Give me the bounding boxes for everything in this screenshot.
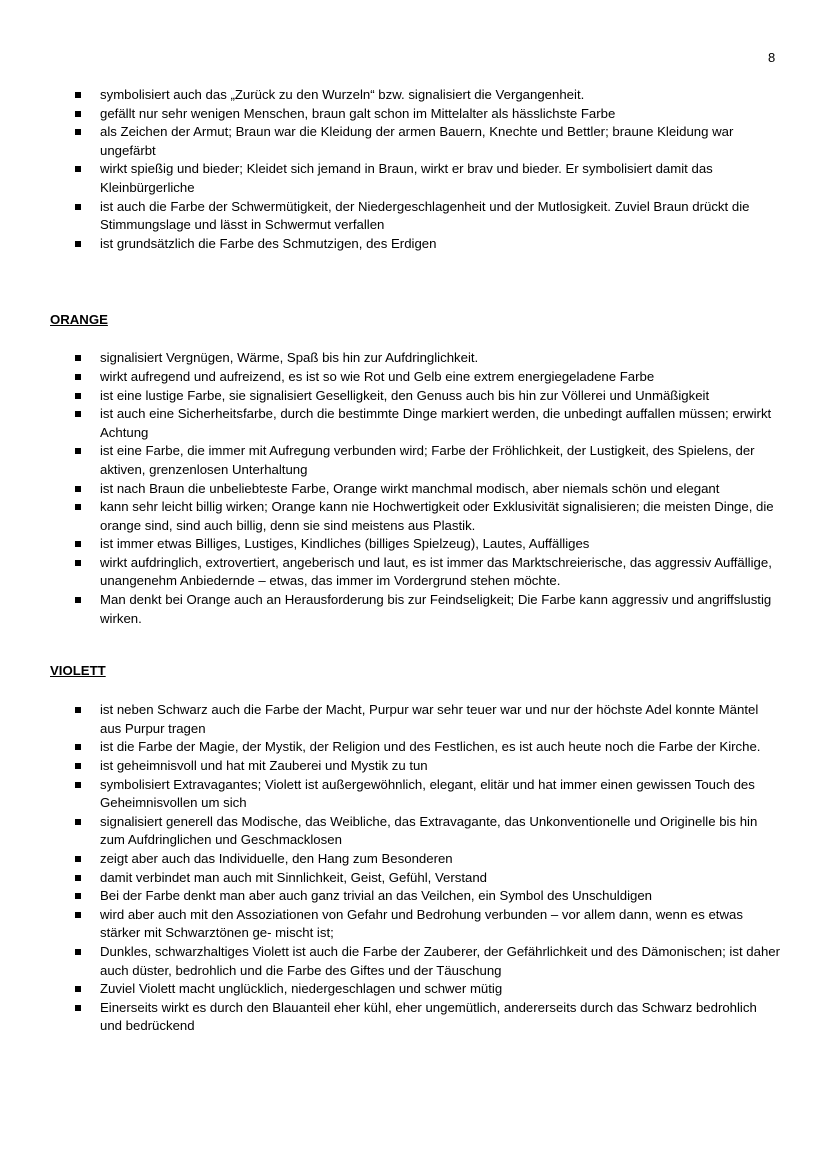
bullet-text: ist eine Farbe, die immer mit Aufregung verbunden wird; Farbe der Fröhlichkeit, der Lustigkeit, des Spielens, der aktiven, grenzenlosen Unterhaltung: [100, 443, 755, 477]
bullet-text: Dunkles, schwarzhaltiges Violett ist auch die Farbe der Zauberer, der Gefährlichkeit und des Dämonischen; ist daher auch düster, bedrohlich und die Farbe des Giftes und der Täuschung: [100, 943, 780, 978]
bullet-item: [0, 535, 828, 554]
square-bullet-icon: [75, 856, 81, 862]
document-body: [0, 86, 828, 1036]
section-heading-orange: ORANGE: [50, 312, 108, 328]
bullet-item: [0, 349, 828, 368]
bullet-text: wirkt aufregend und aufreizend, es ist so wie Rot und Gelb eine extrem energiegeladene Farbe: [100, 368, 655, 384]
square-bullet-icon: [75, 912, 81, 918]
bullet-text: als Zeichen der Armut; Braun war die Kleidung der armen Bauern, Knechte und Bettler; braune Kleidung war ungefärbt: [100, 124, 734, 158]
bullet-item: [0, 498, 828, 535]
bullet-item: [0, 776, 828, 813]
bullet-text: signalisiert Vergnügen, Wärme, Spaß bis hin zur Aufdringlichkeit.: [100, 350, 479, 366]
bullet-item: [0, 480, 828, 499]
section-heading-violett: VIOLETT: [50, 663, 106, 679]
square-bullet-icon: [75, 504, 81, 510]
bullet-text: wirkt spießig und bieder; Kleidet sich jemand in Braun, wirkt er brav und bieder. Er symbolisiert damit das Kleinbürgerliche: [100, 161, 713, 195]
bullet-item: [0, 980, 828, 999]
square-bullet-icon: [75, 893, 81, 899]
bullet-item: [0, 105, 828, 124]
bullet-item: [0, 368, 828, 387]
square-bullet-icon: [75, 782, 81, 788]
bullet-text: damit verbindet man auch mit Sinnlichkeit, Geist, Gefühl, Verstand: [100, 869, 488, 885]
bullet-text: ist geheimnisvoll und hat mit Zauberei und Mystik zu tun: [100, 758, 428, 774]
square-bullet-icon: [75, 560, 81, 566]
bullet-text: gefällt nur sehr wenigen Menschen, braun galt schon im Mittelalter als hässlichste Farbe: [100, 105, 616, 121]
square-bullet-icon: [75, 241, 81, 247]
bullet-text: symbolisiert auch das „Zurück zu den Wurzeln“ bzw. signalisiert die Vergangenheit.: [100, 87, 585, 102]
square-bullet-icon: [75, 111, 81, 117]
square-bullet-icon: [75, 819, 81, 825]
square-bullet-icon: [75, 486, 81, 492]
square-bullet-icon: [75, 597, 81, 603]
bullet-text: Bei der Farbe denkt man aber auch ganz trivial an das Veilchen, ein Symbol des Unschuldigen: [100, 888, 653, 904]
square-bullet-icon: [75, 875, 81, 881]
violett-bullet-list: [0, 701, 828, 1036]
bullet-item: [0, 869, 828, 888]
bullet-text: symbolisiert Extravagantes; Violett ist außergewöhnlich, elegant, elitär und hat immer einen gewissen Touch des Geheimnisvollen um sich: [100, 776, 755, 811]
bullet-item: [0, 701, 828, 738]
bullet-text: zeigt aber auch das Individuelle, den Hang zum Besonderen: [100, 851, 453, 866]
bullet-item: [0, 999, 828, 1036]
square-bullet-icon: [75, 1005, 81, 1011]
bullet-text: Zuviel Violett macht unglücklich, niedergeschlagen und schwer mütig: [100, 981, 503, 997]
orange-bullet-list: [0, 349, 828, 628]
square-bullet-icon: [75, 744, 81, 750]
square-bullet-icon: [75, 448, 81, 454]
square-bullet-icon: [75, 541, 81, 547]
bullet-item: [0, 554, 828, 591]
bullet-item: [0, 160, 828, 197]
bullet-text: wird aber auch mit den Assoziationen von Gefahr und Bedrohung verbunden – vor allem dann, wenn es etwas stärker mit Schwarztönen ge- mischt ist;: [100, 906, 743, 941]
bullet-item: [0, 757, 828, 776]
bullet-item: [0, 86, 828, 105]
square-bullet-icon: [75, 355, 81, 361]
bullet-item: [0, 813, 828, 850]
square-bullet-icon: [75, 707, 81, 713]
bullet-item: [0, 906, 828, 943]
bullet-text: ist grundsätzlich die Farbe des Schmutzigen, des Erdigen: [100, 235, 437, 251]
square-bullet-icon: [75, 204, 81, 210]
page-number: 8: [768, 50, 776, 65]
bullet-item: [0, 442, 828, 479]
square-bullet-icon: [75, 763, 81, 769]
bullet-text: Man denkt bei Orange auch an Herausforderung bis zur Feindseligkeit; Die Farbe kann aggressiv und angriffslustig wirken.: [100, 592, 772, 626]
bullet-item: [0, 387, 828, 406]
bullet-text: kann sehr leicht billig wirken; Orange kann nie Hochwertigkeit oder Exklusivität signalisieren; die meisten Dinge, die orange sind, sind auch billig, denn sie sind meistens aus Plastik.: [100, 499, 774, 533]
bullet-text: ist die Farbe der Magie, der Mystik, der Religion und des Festlichen, es ist auch heute noch die Farbe der Kirche.: [100, 739, 761, 755]
bullet-item: [0, 738, 828, 757]
bullet-text: ist neben Schwarz auch die Farbe der Macht, Purpur war sehr teuer war und nur der höchste Adel konnte Mäntel aus Purpur tragen: [100, 702, 759, 736]
bullet-item: [0, 943, 828, 980]
bullet-item: [0, 850, 828, 869]
bullet-text: ist eine lustige Farbe, sie signalisiert Geselligkeit, den Genuss auch bis hin zur Völlerei und Unmäßigkeit: [100, 387, 710, 403]
square-bullet-icon: [75, 411, 81, 417]
bullet-text: ist nach Braun die unbeliebteste Farbe, Orange wirkt manchmal modisch, aber niemals schön und elegant: [100, 480, 720, 496]
bullet-item: [0, 235, 828, 254]
bullet-text: Einerseits wirkt es durch den Blauanteil eher kühl, eher ungemütlich, andererseits durch das Schwarz bedrohlich und bedrückend: [100, 999, 757, 1034]
bullet-item: [0, 405, 828, 442]
bullet-item: [0, 591, 828, 628]
square-bullet-icon: [75, 374, 81, 380]
square-bullet-icon: [75, 92, 81, 98]
bullet-text: signalisiert generell das Modische, das Weibliche, das Extravagante, das Unkonventionelle und Originelle bis hin zum Aufdringlichen und Geschmacklosen: [100, 813, 758, 848]
bullet-text: ist auch die Farbe der Schwermütigkeit, der Niedergeschlagenheit und der Mutlosigkeit. Zuviel Braun drückt die Stimmungslage und lässt in Schwermut verfallen: [100, 198, 750, 233]
square-bullet-icon: [75, 166, 81, 172]
braun-bullet-list: [0, 86, 828, 253]
bullet-text: ist immer etwas Billiges, Lustiges, Kindliches (billiges Spielzeug), Lautes, Auffälliges: [100, 536, 590, 552]
bullet-text: ist auch eine Sicherheitsfarbe, durch die bestimmte Dinge markiert werden, die unbedingt auffallen müssen; erwirkt Achtung: [100, 406, 772, 440]
square-bullet-icon: [75, 393, 81, 399]
square-bullet-icon: [75, 129, 81, 135]
bullet-text: wirkt aufdringlich, extrovertiert, angeberisch und laut, es ist immer das Marktschreierische, das aggressiv Auffällige, unangenehm Anbiedernde – etwas, das immer im Vordergrund stehen möchte.: [100, 554, 772, 589]
bullet-item: [0, 887, 828, 906]
bullet-item: [0, 123, 828, 160]
square-bullet-icon: [75, 949, 81, 955]
bullet-item: [0, 198, 828, 235]
square-bullet-icon: [75, 986, 81, 992]
